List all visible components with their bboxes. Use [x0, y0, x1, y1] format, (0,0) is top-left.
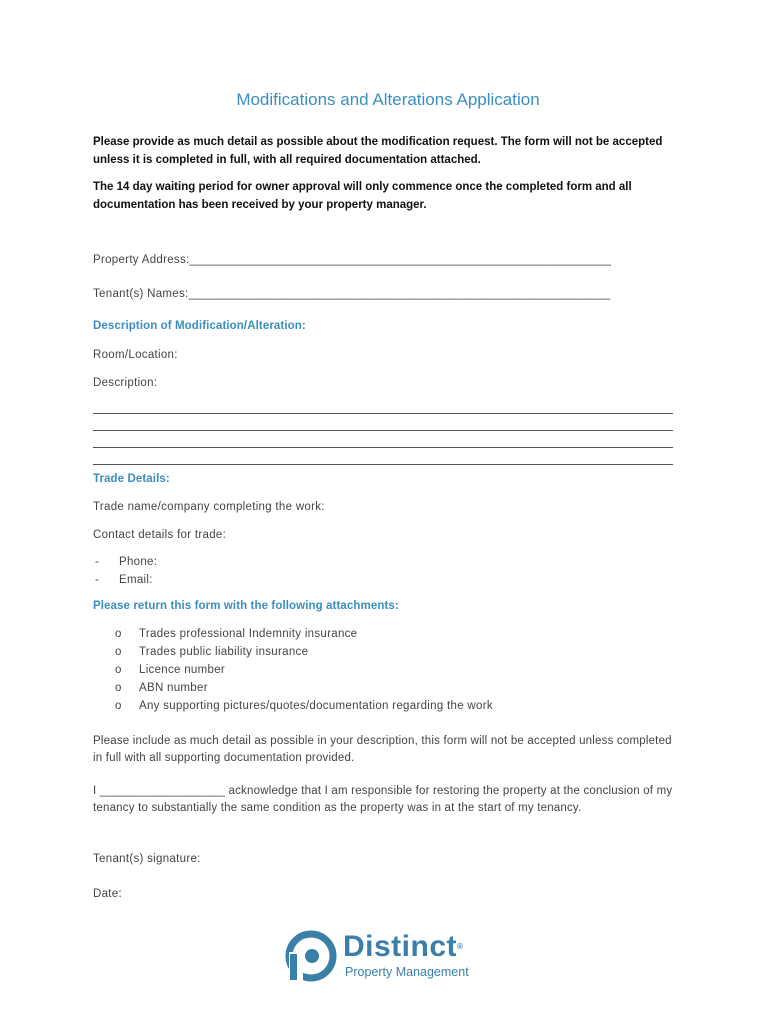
- email-field[interactable]: Email:: [119, 574, 153, 586]
- attachment-label: ABN number: [139, 682, 208, 694]
- logo-subtitle: Property Management: [345, 965, 469, 979]
- room-location-field[interactable]: Room/Location:: [93, 349, 178, 361]
- dash-bullet: -: [95, 574, 100, 586]
- tenant-signature-field[interactable]: Tenant(s) signature:: [93, 853, 201, 865]
- trade-contact-label: Contact details for trade:: [93, 529, 227, 541]
- description-line[interactable]: [93, 397, 673, 414]
- intro-paragraph-waiting-period: The 14 day waiting period for owner approval will only commence once the completed form and all documentation has been received by your property manager.: [93, 181, 632, 211]
- circle-bullet: o: [115, 646, 122, 658]
- tenant-names-field[interactable]: Tenant(s) Names:_______________________________________________________________: [93, 288, 611, 300]
- attachment-label: Trades public liability insurance: [139, 646, 309, 658]
- completion-note: Please include as much detail as possible in your description, this form will not be accepted unless completed in full with all supporting documentation provided.: [93, 735, 672, 764]
- attachments-section-heading: Please return this form with the following attachments:: [93, 600, 399, 612]
- description-lines[interactable]: [93, 397, 673, 465]
- description-line[interactable]: [93, 431, 673, 448]
- description-line[interactable]: [93, 448, 673, 465]
- trade-section-heading: Trade Details:: [93, 473, 170, 485]
- logo-name: Distinct: [343, 930, 458, 963]
- description-line[interactable]: [93, 414, 673, 431]
- dash-bullet: -: [95, 556, 100, 568]
- logo-wordmark: [343, 931, 463, 963]
- intro-paragraph-completion: Please provide as much detail as possible about the modification request. The form will not be accepted unless it is completed in full, with all required documentation attached.: [93, 136, 663, 166]
- description-label: Description:: [93, 377, 158, 389]
- attachment-label: Licence number: [139, 664, 226, 676]
- property-address-field[interactable]: Property Address:_______________________________________________________________: [93, 254, 612, 266]
- registered-mark: ®: [457, 942, 464, 951]
- phone-field[interactable]: Phone:: [119, 556, 158, 568]
- attachment-label: Any supporting pictures/quotes/documentation regarding the work: [139, 700, 493, 712]
- date-field[interactable]: Date:: [93, 888, 122, 900]
- trade-name-field[interactable]: Trade name/company completing the work:: [93, 501, 325, 513]
- acknowledgement-paragraph[interactable]: I ___________________ acknowledge that I am responsible for restoring the property at the conclusion of my tenancy to substantially the same condition as the property was in at the start of my tenancy.: [93, 785, 673, 814]
- circle-bullet: o: [115, 682, 122, 694]
- logo-mark-icon: [285, 930, 337, 982]
- attachment-label: Trades professional Indemnity insurance: [139, 628, 358, 640]
- circle-bullet: o: [115, 628, 122, 640]
- distinct-logo: [285, 927, 495, 987]
- circle-bullet: o: [115, 664, 122, 676]
- circle-bullet: o: [115, 700, 122, 712]
- page-title: Modifications and Alterations Application: [236, 90, 540, 109]
- description-section-heading: Description of Modification/Alteration:: [93, 320, 306, 332]
